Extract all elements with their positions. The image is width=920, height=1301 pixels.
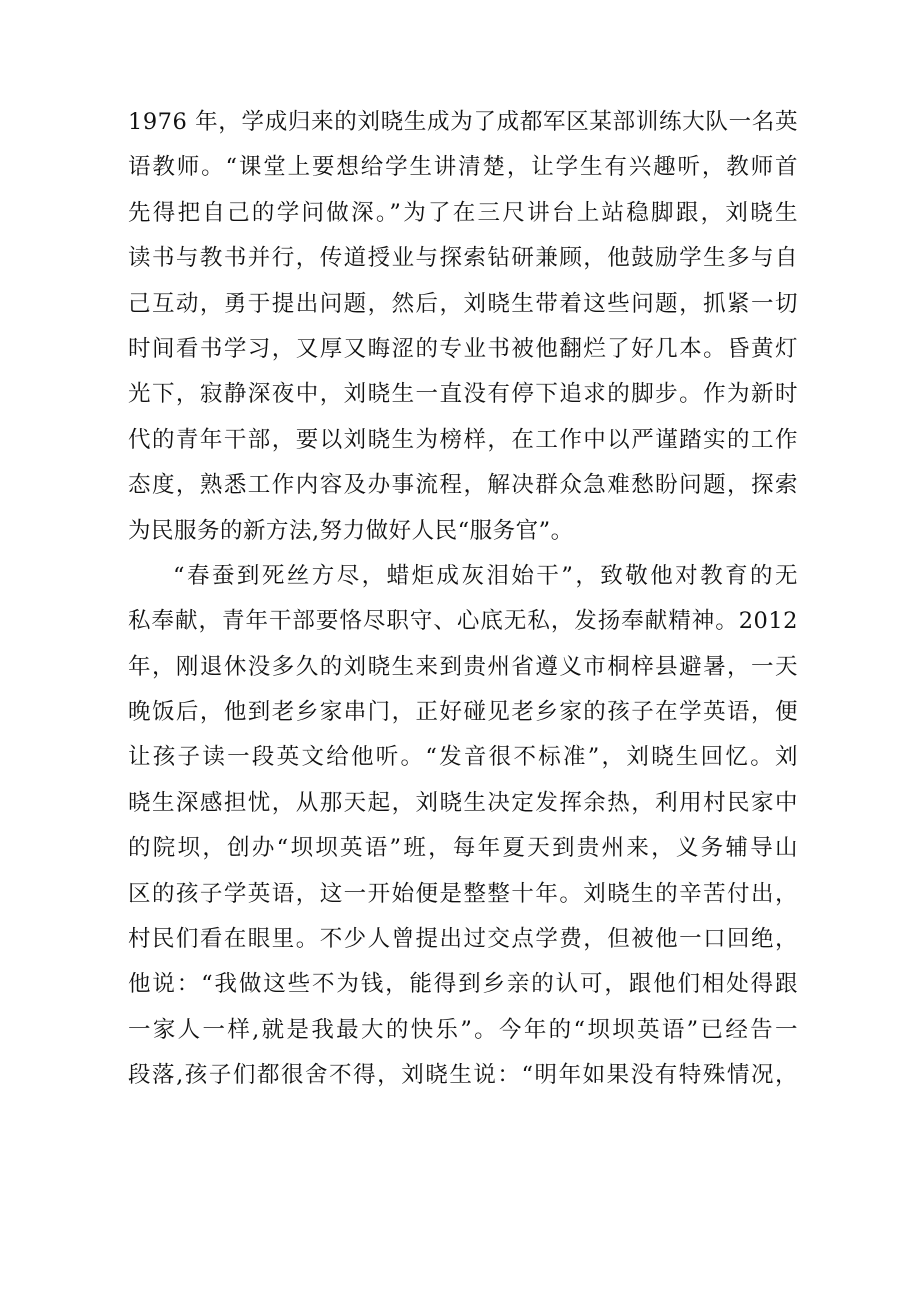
text-line: 区的孩子学英语，这一开始便是整整十年。刘晓生的辛苦付出， bbox=[128, 880, 798, 907]
text-line: 晓生深感担忧，从那天起，刘晓生决定发挥余热，利用村民家中 bbox=[128, 789, 798, 816]
text-line: 一家人一样,就是我最大的快乐”。今年的“坝坝英语”已经告一 bbox=[128, 1016, 798, 1043]
text-line: 先得把自己的学问做深。”为了在三尺讲台上站稳脚跟，刘晓生 bbox=[128, 199, 798, 226]
text-line: 时间看书学习，又厚又晦涩的专业书被他翻烂了好几本。昏黄灯 bbox=[128, 335, 798, 362]
text-line: 读书与教书并行，传道授业与探索钻研兼顾，他鼓励学生多与自 bbox=[128, 245, 798, 272]
text-line: “春蚕到死丝方尽，蜡炬成灰泪始干”，致敬他对教育的无 bbox=[173, 562, 798, 589]
text-line: 己互动，勇于提出问题，然后，刘晓生带着这些问题，抓紧一切 bbox=[128, 290, 798, 317]
text-line: 私奉献，青年干部要恪尽职守、心底无私，发扬奉献精神。2012 bbox=[128, 608, 798, 635]
paragraph-1 bbox=[128, 100, 798, 554]
document-body bbox=[128, 100, 798, 1099]
paragraph-2 bbox=[128, 554, 798, 1099]
text-line: 他说：“我做这些不为钱，能得到乡亲的认可，跟他们相处得跟 bbox=[128, 971, 798, 998]
text-line: 村民们看在眼里。不少人曾提出过交点学费，但被他一口回绝， bbox=[128, 926, 798, 953]
text-line: 代的青年干部，要以刘晓生为榜样，在工作中以严谨踏实的工作 bbox=[128, 426, 798, 453]
text-line: 晚饭后，他到老乡家串门，正好碰见老乡家的孩子在学英语，便 bbox=[128, 699, 798, 726]
text-line: 的院坝，创办“坝坝英语”班，每年夏天到贵州来，义务辅导山 bbox=[128, 835, 798, 862]
text-line: 态度，熟悉工作内容及办事流程，解决群众急难愁盼问题，探索 bbox=[128, 472, 798, 499]
text-line: 让孩子读一段英文给他听。“发音很不标准”，刘晓生回忆。刘 bbox=[128, 744, 798, 771]
text-line: 光下，寂静深夜中，刘晓生一直没有停下追求的脚步。作为新时 bbox=[128, 381, 798, 408]
text-line: 1976 年，学成归来的刘晓生成为了成都军区某部训练大队一名英 bbox=[128, 109, 798, 135]
text-line: 为民服务的新方法,努力做好人民“服务官”。 bbox=[128, 517, 574, 544]
text-line: 语教师。“课堂上要想给学生讲清楚，让学生有兴趣听，教师首 bbox=[128, 154, 798, 181]
text-line: 年，刚退休没多久的刘晓生来到贵州省遵义市桐梓县避暑，一天 bbox=[128, 653, 798, 680]
text-line: 段落,孩子们都很舍不得，刘晓生说：“明年如果没有特殊情况， bbox=[128, 1062, 798, 1089]
